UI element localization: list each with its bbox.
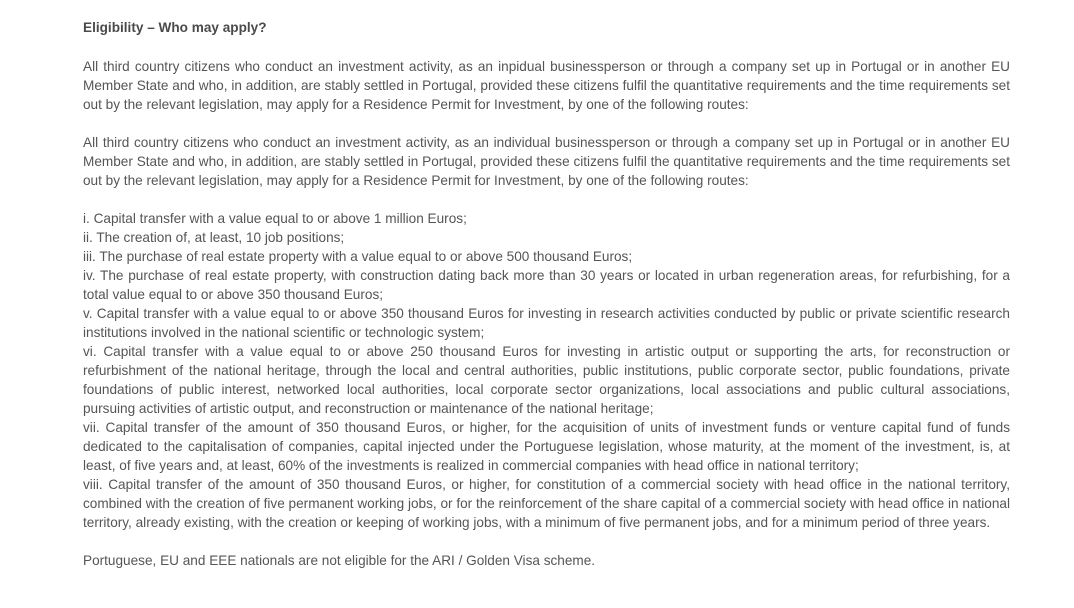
article-body [83,18,1010,570]
route-item: iv. The purchase of real estate property, with construction dating back more than 30 years or located in urban regeneration areas, for refurbishing, for a total value equal to or above 350 thousand Euros; [83,268,1010,302]
route-item: viii. Capital transfer of the amount of 350 thousand Euros, or higher, for constitution of a commercial society with head office in the national territory, combined with the creation of five permanent working jobs, or for the reinforcement of the share capital of a commercial society with head office in national territory, already existing, with the creation or keeping of working jobs, with a minimum of five permanent jobs, and for a minimum period of three years. [83,477,1010,530]
section-heading: Eligibility – Who may apply? [83,20,267,35]
intro-paragraph-repeat: All third country citizens who conduct an investment activity, as an individual businessperson or through a company set up in Portugal or in another EU Member State and who, in addition, are stably settled in Portugal, provided these citizens fulfil the quantitative requirements and the time requirements set out by the relevant legislation, may apply for a Residence Permit for Investment, by one of the following routes: [83,135,1010,188]
eligibility-note: Portuguese, EU and EEE nationals are not eligible for the ARI / Golden Visa scheme. [83,553,596,568]
route-item: i. Capital transfer with a value equal to or above 1 million Euros; [83,211,467,226]
route-item: ii. The creation of, at least, 10 job positions; [83,230,345,245]
investment-routes-list [83,209,1010,532]
route-item: vi. Capital transfer with a value equal to or above 250 thousand Euros for investing in artistic output or supporting the arts, for reconstruction or refurbishment of the national heritage, through the local and central authorities, public institutions, public corporate sector, public foundations, private foundations of public interest, networked local authorities, local corporate sector organizations, local associations and public cultural associations, pursuing activities of artistic output, and reconstruction or maintenance of the national heritage; [83,344,1010,416]
intro-paragraph: All third country citizens who conduct an investment activity, as an inpidual businessperson or through a company set up in Portugal or in another EU Member State and who, in addition, are stably settled in Portugal, provided these citizens fulfil the quantitative requirements and the time requirements set out by the relevant legislation, may apply for a Residence Permit for Investment, by one of the following routes: [83,59,1010,112]
route-item: iii. The purchase of real estate property with a value equal to or above 500 thousand Euros; [83,249,633,264]
route-item: vii. Capital transfer of the amount of 350 thousand Euros, or higher, for the acquisition of units of investment funds or venture capital fund of funds dedicated to the capitalisation of companies, capital injected under the Portuguese legislation, whose maturity, at the moment of the investment, is, at least, of five years and, at least, 60% of the investments is realized in commercial companies with head office in national territory; [83,420,1010,473]
route-item: v. Capital transfer with a value equal to or above 350 thousand Euros for investing in research activities conducted by public or private scientific research institutions involved in the national scientific or technologic system; [83,306,1010,340]
